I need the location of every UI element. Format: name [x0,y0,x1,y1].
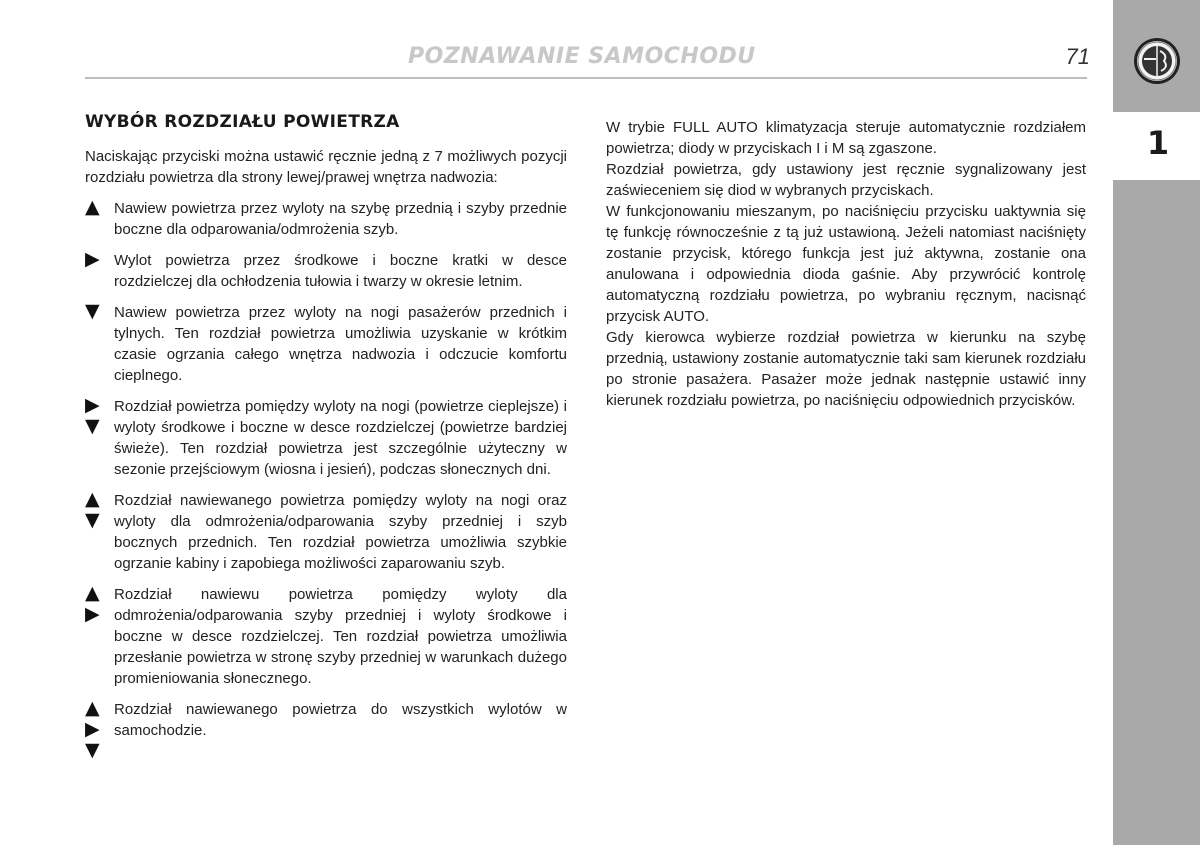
list-item: ▼ Nawiew powietrza przez wyloty na nogi pasażerów przednich i tylnych. Ten rozdział powietrza umożliwia uzyskanie w krótkim czasie ogrzania całego wnętrza nadwozia i odczucie komfortu cieplnego. [85,300,567,384]
section-heading: WYBÓR ROZDZIAŁU POWIETRZA [85,112,400,132]
paragraph: Rozdział powietrza, gdy ustawiony jest ręcznie sygnalizowany jest zaświeceniem się diod w wybranych przyciskach. [606,161,1086,199]
sidebar-tab-bottom [1113,180,1200,845]
right-column [606,117,1086,411]
list-item: ▶ ▼ Rozdział powietrza pomiędzy wyloty na nogi (powietrze cieplejsze) i wyloty środkowe i boczne w desce rozdzielczej (powietrze bardziej świeże). Ten rozdział powietrza jest szczególnie użyteczny w sezonie przejściowym (wiosna i jesień), podczas słonecznych dni. [85,394,567,478]
list-item: ▲ Nawiew powietrza przez wyloty na szybę przednią i szyby przednie boczne dla odparowania/odmrożenia szyb. [85,196,567,238]
arrow-right-icon: ▶ [85,248,100,270]
arrow-down-icon: ▼ [85,300,100,322]
arrows-up-right-icon: ▲ ▶ [85,582,100,625]
chapter-number: 1 [1146,124,1170,162]
chapter-title: POZNAWANIE SAMOCHODU [408,44,756,69]
arrows-up-down-icon: ▲ ▼ [85,488,100,531]
alfa-romeo-logo-icon [1133,37,1181,85]
paragraph: W trybie FULL AUTO klimatyzacja steruje automatycznie rozdziałem powietrza; diody w przyciskach I i M są zgaszone. [606,119,1086,157]
page-number: 71 [1065,44,1090,69]
left-column [85,146,567,761]
list-item: ▶ Wylot powietrza przez środkowe i boczne kratki w desce rozdzielczej dla ochłodzenia tułowia i twarzy w okresie letnim. [85,248,567,290]
header-divider [85,77,1087,79]
paragraph: W funkcjonowaniu mieszanym, po naciśnięciu przycisku uaktywnia się tę funkcję równocześnie z tą już ustawioną. Jeżeli natomiast naciśnięty zostanie przycisk, którego funkcja jest już aktywna, zostanie ona anulowana i odpowiednia dioda gaśnie. Aby przywrócić kontrolę automatyczną rozdziału powietrza, po wybraniu ręcznym, nacisnąć przycisk AUTO. [606,203,1086,325]
paragraph: Gdy kierowca wybierze rozdział powietrza w kierunku na szybę przednią, ustawiony zostanie automatycznie taki sam kierunek rozdziału po stronie pasażera. Pasażer może jednak następnie ustawić inny kierunek rozdziału powietrza, po naciśnięciu odpowiednich przycisków. [606,329,1086,409]
arrow-up-icon: ▲ [85,196,100,218]
list-item: ▲ ▶ Rozdział nawiewu powietrza pomiędzy wyloty dla odmrożenia/odparowania szyby przedniej i wyloty środkowe i boczne w desce rozdzielczej. Ten rozdział powietrza umożliwia przesłanie powietrza w stronę szyby przedniej w warunkach dużego promieniowania słonecznego. [85,582,567,687]
list-item: ▲ ▶ ▼ Rozdział nawiewanego powietrza do wszystkich wylotów w samochodzie. [85,697,567,761]
arrows-right-down-icon: ▶ ▼ [85,394,100,437]
list-item: ▲ ▼ Rozdział nawiewanego powietrza pomiędzy wyloty na nogi oraz wyloty dla odmrożenia/odparowania szyby przedniej i szyb bocznych przednich. Ten rozdział powietrza umożliwia szybkie ogrzanie kabiny i zapobiega możliwości zaparowaniu szyb. [85,488,567,572]
intro-paragraph: Naciskając przyciski można ustawić ręcznie jedną z 7 możliwych pozycji rozdziału powietrza dla strony lewej/prawej wnętrza nadwozia: [85,148,567,186]
arrows-up-right-down-icon: ▲ ▶ ▼ [85,697,100,761]
